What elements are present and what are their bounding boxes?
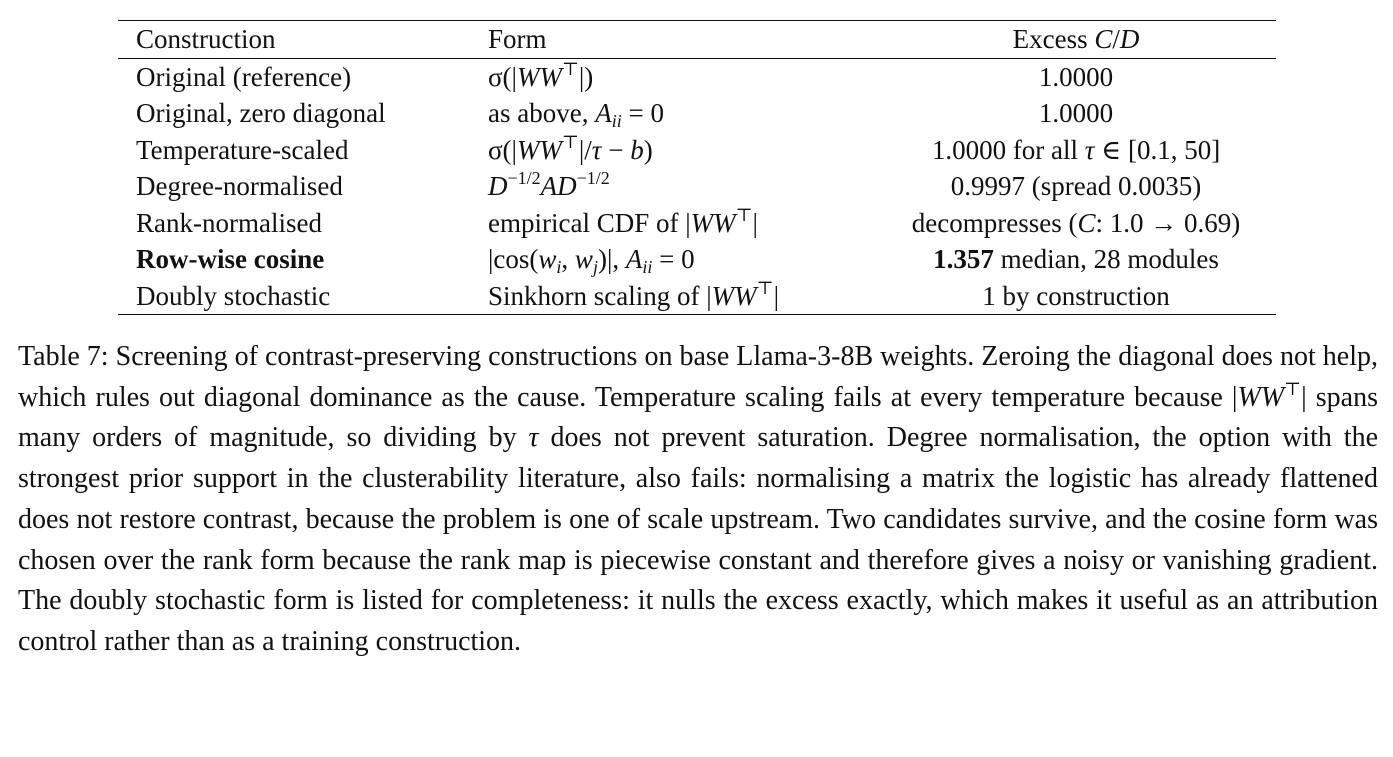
cell-excess: 1.0000 for all τ ∈ [0.1, 50] (931, 134, 1221, 165)
cell-construction: Row-wise cosine (136, 244, 325, 274)
cell-construction: Degree-normalised (136, 171, 343, 201)
table-row (118, 168, 1276, 205)
caption-text: Screening of contrast-preserving constructions on base Llama-3-8B weights. Zeroing the diagonal does not help, which rules out diagonal dominance as the cause. Temperature scaling fails at every temperature because |WW⊤| spans many orders of magnitude, so dividing by τ does not prevent saturation. Degree normalisation, the option with the strongest prior support in the clusterability literature, also fails: normalising a matrix the logistic has already flattened does not restore contrast, because the problem is one of scale upstream. Two candidates survive, and the cosine form was chosen over the rank form because the rank map is piecewise constant and therefore gives a noisy or vanishing gradient. The doubly stochastic form is listed for completeness: it nulls the excess exactly, which makes it useful as an attribution control rather than as a training construction. (18, 341, 1379, 657)
cell-form: Sinkhorn scaling of |WW⊤| (488, 277, 779, 311)
cell-construction: Temperature-scaled (136, 134, 349, 165)
table-caption (18, 337, 1378, 663)
header-form: Form (488, 24, 547, 54)
table-row (118, 278, 1276, 315)
results-table-container (118, 20, 1276, 315)
cell-excess: 1 by construction (982, 280, 1170, 311)
cell-form: empirical CDF of |WW⊤| (488, 204, 758, 238)
table-row (118, 95, 1276, 132)
cell-form: σ(|WW⊤|/τ − b) (488, 131, 653, 165)
header-construction: Construction (136, 24, 276, 54)
results-table (118, 20, 1276, 315)
cell-form: σ(|WW⊤|) (488, 58, 594, 92)
cell-excess: 1.357 median, 28 modules (933, 244, 1219, 274)
cell-construction: Rank-normalised (136, 207, 322, 238)
table-row (118, 205, 1276, 242)
table-row (118, 132, 1276, 169)
cell-excess: 1.0000 (1038, 61, 1114, 92)
cell-construction: Original, zero diagonal (136, 98, 386, 128)
cell-form: as above, $A_{ii} = 0$ (488, 98, 664, 131)
cell-excess: 1.0000 (1038, 98, 1114, 128)
cell-form: $D^{-1/2}AD^{-1/2}$ (488, 168, 610, 201)
table-header (118, 21, 1276, 59)
cell-excess: 0.9997 (spread 0.0035) (950, 171, 1202, 201)
table-body (118, 58, 1276, 315)
cell-construction: Doubly stochastic (136, 280, 331, 311)
table-row (118, 58, 1276, 95)
cell-construction: Original (reference) (136, 61, 352, 92)
cell-form: $|\cos(w_i$, $w_j)|$, $A_{ii} = 0$ (488, 244, 695, 277)
header-excess: Excess C/D (1012, 24, 1140, 54)
caption-label: Table 7: (18, 341, 109, 372)
header-row (118, 21, 1276, 59)
cell-excess: decompresses (C: 1.0 → 0.69) (911, 207, 1241, 238)
table-row (118, 241, 1276, 278)
